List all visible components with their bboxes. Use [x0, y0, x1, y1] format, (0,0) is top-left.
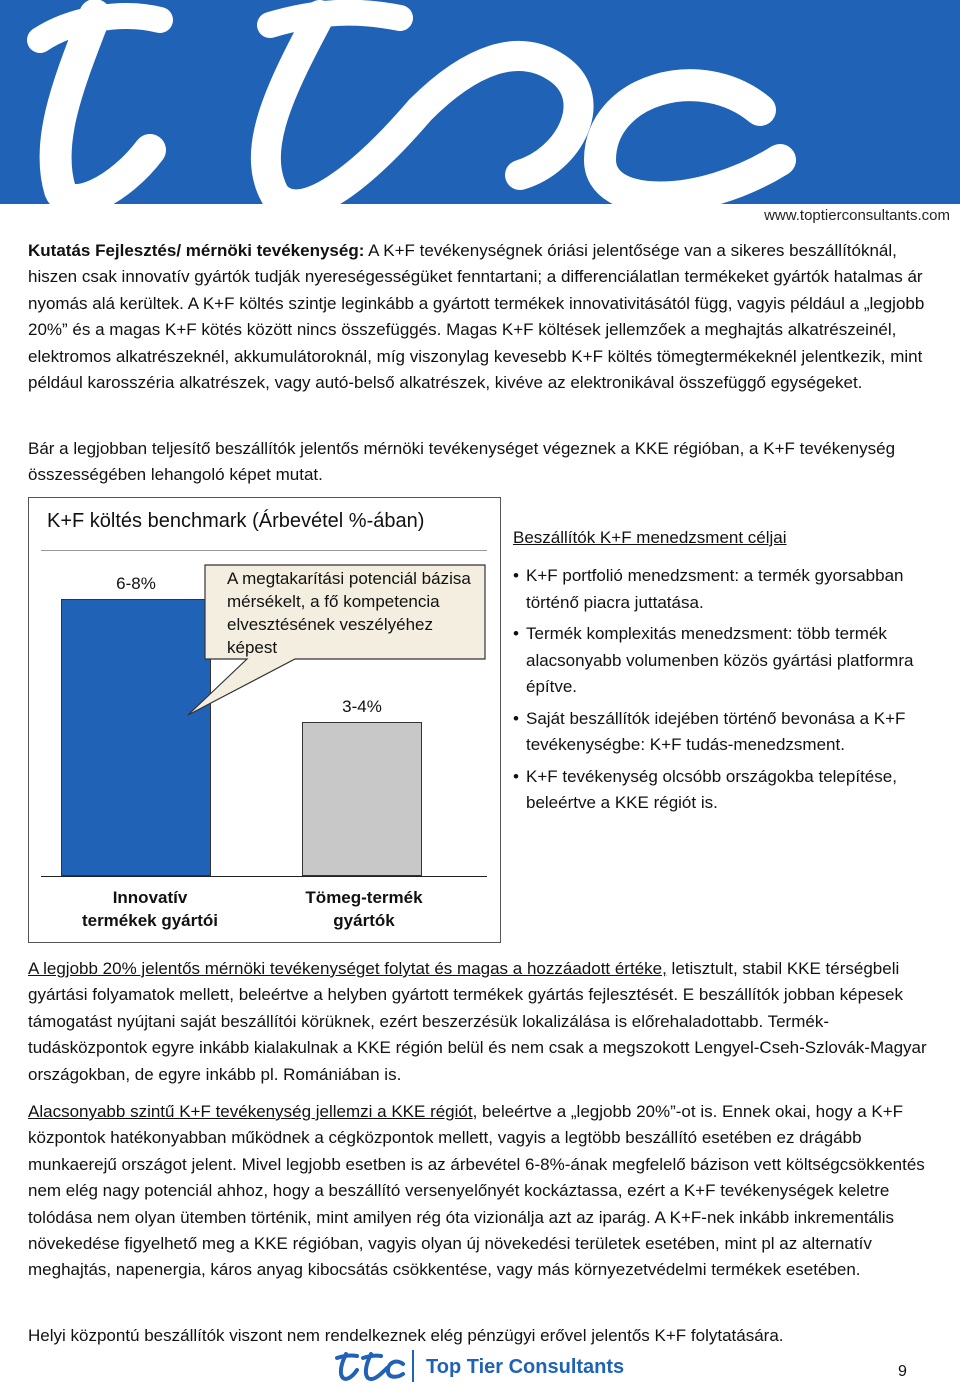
value-label-innovative: 6-8% — [116, 574, 156, 593]
footer-company-name: Top Tier Consultants — [426, 1356, 625, 1378]
category-label-mass-product — [279, 886, 449, 932]
goals-list-item: • Termék komplexitás menedzsment: több termék alacsonyabb volumenben közös gyártási platformra építve. — [513, 621, 943, 701]
intro-heading: Kutatás Fejlesztés/ mérnöki tevékenység: — [28, 241, 365, 260]
rd-benchmark-chart — [28, 497, 501, 943]
category-label-line: Tömeg-termék — [305, 888, 423, 907]
page-number: 9 — [898, 1363, 907, 1380]
category-label-line: Innovatív — [112, 888, 188, 907]
value-label-mass-product: 3-4% — [342, 697, 382, 716]
paragraph-3-underlined: A legjobb 20% jelentős mérnöki tevékenységet folytat és magas a hozzáadott értéke, — [28, 959, 667, 978]
paragraph-3-text: letisztult, stabil KKE térségbeli gyártási folyamatok mellett, beleértve a helyben gyártott termékek gyártás fejlesztését. E beszállítók jobban képesek támogatást nyújtani saját beszállítói körüknek, ezért beszerzésük lokalizálása is előrehaladottabb. Termék-tudásközpontok egyre inkább kialakulnak a KKE régión belül és nem csak a megszokott Lengyel-Cseh-Szlovák-Magyar országokban, de egyre inkább pl. Romániában is. — [28, 959, 927, 1084]
intro-text: A K+F tevékenységnek óriási jelentősége van a sikeres beszállítóknál, hiszen csak innovatív gyártók tudják nyereségességüket fenntartani; a differenciálatlan termékeket gyártók hatalmas ár nyomás alá kerültek. A K+F költés szintje leginkább a gyártott termékek innovativitásától függ, vagyis például a „legjobb 20%” és a magas K+F kötés között nincs összefüggés. Magas K+F költések jellemzőek a meghajtás alkatrészeinél, elektromos alkatrészeknél, akkumulátoroknál, míg viszonylag kevesebb K+F költés tömegtermékeknél jelentkezik, mint például karosszéria alkatrészek, vagy autó-belső alkatrészek, kivéve az elektronikával összefüggő egységeket. — [28, 241, 925, 393]
paragraph-3 — [28, 956, 934, 1088]
website-url[interactable]: www.toptierconsultants.com — [764, 207, 950, 224]
goals-list — [513, 563, 943, 822]
paragraph-2: Bár a legjobban teljesítő beszállítók jelentős mérnöki tevékenységet végeznek a KKE régióban, a K+F tevékenység összességében lehangoló képet mutat. — [28, 439, 896, 485]
goals-list-item: • K+F tevékenység olcsóbb országokba telepítése, beleértve a KKE régiót is. — [513, 764, 943, 817]
chart-title: K+F költés benchmark (Árbevétel %-ában) — [47, 510, 425, 532]
paragraph-4 — [28, 1099, 934, 1284]
chart-baseline — [41, 876, 487, 877]
ttc-logo-large — [0, 0, 960, 204]
callout-bubble — [29, 498, 502, 944]
category-label-innovative — [49, 886, 251, 932]
category-label-line: gyártók — [333, 911, 395, 930]
callout-text: A megtakarítási potenciál bázisa mérsékelt, a fő kompetencia elvesztésének veszélyéhez képest — [227, 569, 471, 657]
goals-list-item: • Saját beszállítók idejében történő bevonása a K+F tevékenységbe: K+F tudás-menedzsment. — [513, 706, 943, 759]
intro-paragraph — [28, 238, 934, 396]
header-banner — [0, 0, 960, 204]
paragraph-5: Helyi központú beszállítók viszont nem rendelkeznek elég pénzügyi erővel jelentős K+F folytatására. — [28, 1326, 784, 1345]
paragraph-4-text: , beleértve a „legjobb 20%”-ot is. Ennek okai, hogy a K+F központok hatékonyabban működnek a cégközpontok mellett, vagyis a legtöbb beszállító esetében ez drágább munkaerejű országot jelent. Mivel legjobb esetben is az árbevétel 6-8%-ának megfelelő bázison vett költségcsökkentés nem elég nagy potenciál ahhoz, hogy a beszállító versenyelőnyét kockáztassa, ezért a K+F tevékenységek keletre tolódása nem olyan ütemben történik, mint amilyen rég óta vizionálja azt az iparág. A K+F-nek inkább inkrementális növekedése figyelhető meg a KKE régióban, vagyis olyan új növekedési területek esetében, mint pl az alternatív meghajtás, napenergia, káros anyag kibocsátás csökkentése, vagy más környezetvédelmi termékek esetében. — [28, 1102, 925, 1280]
category-label-line: termékek gyártói — [81, 911, 219, 930]
goals-list-item: • K+F portfolió menedzsment: a termék gyorsabban történő piacra juttatása. — [513, 563, 943, 616]
paragraph-4-underlined: Alacsonyabb szintű K+F tevékenység jellemzi a KKE régiót — [28, 1102, 473, 1121]
ttc-logo-small — [333, 1348, 417, 1384]
goals-title: Beszállítók K+F menedzsment céljai — [513, 528, 787, 547]
